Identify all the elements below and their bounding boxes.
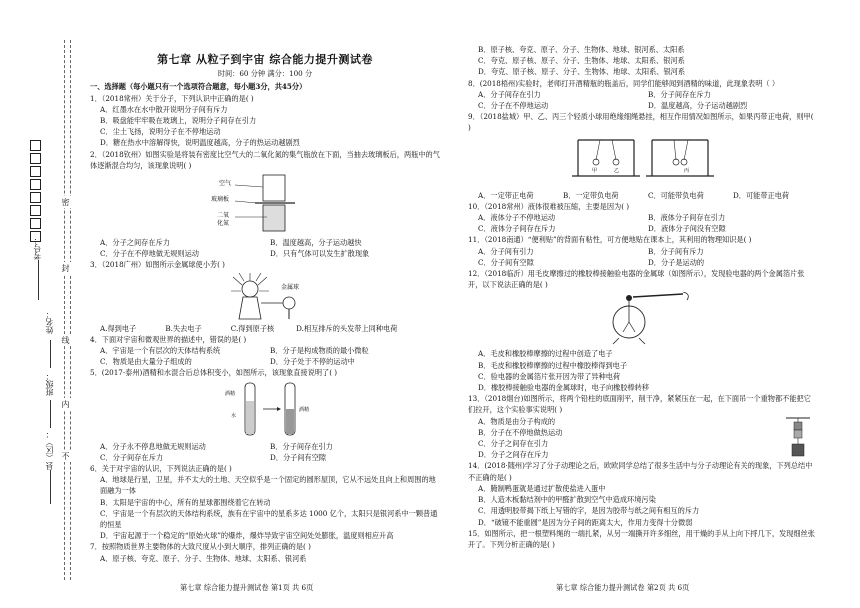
question-10: 10．（2018常州）液体很难被压缩，主要是因为( ) — [468, 201, 630, 211]
option: D．分子处于不停的运动中 — [270, 357, 355, 367]
option: D．可能带正电荷 — [733, 190, 790, 200]
option: A．分子间存在引力 — [478, 89, 541, 99]
option: A．毛皮和橡胶棒摩擦的过程中创造了电子 — [478, 349, 613, 359]
label-alcohol: 酒精 — [225, 390, 236, 397]
label-mixture: 酒精 — [299, 406, 310, 413]
option: B．吸盘能牢牢吸在玻璃上，说明分子间存在引力 — [100, 116, 257, 126]
label-jia: 甲 — [592, 167, 598, 174]
section-heading: 一、选择题（每小题只有一个选项符合题意，每小题3分，共45分） — [90, 82, 307, 92]
option: B．毛皮和橡胶棒摩擦的过程中橡胶棒得到电子 — [478, 360, 628, 370]
option: C．用透明胶带揭下纸上写错的字，是因为胶带与纸之间有相互的斥力 — [478, 506, 700, 516]
option: C．分子之间存在引力 — [478, 439, 549, 449]
label-water: 水 — [231, 412, 237, 419]
left-column — [90, 40, 440, 564]
option: D．宇宙起源于一个稳定的“原始火球”的爆炸，爆炸导致宇宙空间处处膨胀，温度则相应升高 — [100, 531, 394, 541]
question-2: 2．（2018钦州）如图实验是将装有密度比空气大的二氧化氮的集气瓶放在下面，当抽去玻璃板后，两瓶中的气体逐渐混合均匀，该现象说明( ) — [90, 149, 440, 170]
electroscope-figure — [583, 292, 703, 346]
option: C．宇宙是一个有层次的天体结构系统，族有在宇宙中的星系多达 1000 亿个，太阳只是银河系中一颗普通的恒星 — [100, 508, 438, 530]
option: A．一定带正电荷 — [478, 190, 534, 200]
option: D．液体分子间没有空隙 — [648, 224, 726, 234]
question-13: 13．（2018烟台)如图所示，将两个铅柱的底面削平，削干净，紧紧压在一起，在下面吊一个重物都不能把它们拉开，这个实验事实说明( ) — [468, 394, 811, 415]
option: D．“破镜不能重圆”是因为分子间的距离太大，作用力变得十分微弱 — [478, 517, 693, 527]
page-footer-left: 第七章 综合能力提升测试卷 第1页 共 6页 — [180, 583, 314, 592]
option: C．分子在不停地运动 — [478, 101, 549, 111]
label-glass: 玻璃板 — [211, 196, 230, 204]
label-air: 空气 — [219, 180, 232, 188]
label-no2-2: 化氮 — [217, 220, 230, 228]
exam-meta: 时间：60 分钟 满分：100 分 — [217, 69, 313, 79]
hanging-balls-figure — [568, 136, 718, 188]
right-column — [468, 44, 818, 550]
seal-line — [64, 40, 65, 580]
question-1: 1．（2018常州）关于分子，下列认识中正确的是( ) — [90, 93, 254, 103]
seal-char: 封 — [61, 264, 70, 272]
option: D．只有气体可以发生扩散现象 — [270, 249, 370, 259]
option: A．分子永不停息地做无规则运动 — [100, 441, 206, 451]
option: A．物质是由分子构成的 — [478, 416, 556, 426]
label-bing: 丙 — [684, 167, 690, 174]
option: B．人造木板黏结剂中的甲醛扩散到空气中造成环境污染 — [478, 495, 656, 505]
option: D.相互排斥的头发带上同种电荷 — [296, 323, 398, 333]
option: D．分子是运动的 — [648, 257, 705, 267]
option: C．可能带负电荷 — [648, 190, 704, 200]
page-footer-right: 第七章 综合能力提升测试卷 第2页 共 6页 — [556, 583, 690, 592]
question-9: 9．（2018盐城）甲、乙、丙三个轻质小球用绝缘细绳悬挂，相互作用情况如图所示，如果丙带正电荷，则甲( ) — [468, 112, 814, 133]
seal-char: 密 — [61, 198, 70, 206]
label-metal-ball: 金属球 — [281, 283, 300, 291]
option: A．液体分子不停地运动 — [478, 213, 556, 223]
option: B．分子间存在引力 — [270, 441, 333, 451]
seal-char: 不 — [61, 452, 70, 460]
county-label: 县（区）： — [45, 430, 54, 470]
option: B．液体分子间存在引力 — [648, 213, 726, 223]
option: B．分子在不停地做热运动 — [478, 427, 563, 437]
exam-number-boxes — [30, 140, 41, 242]
option: C．物质是由大量分子组成的 — [100, 357, 192, 367]
question-11: 11．（2018南通）“便利贴”的背面有粘性，可方便地贴在课本上，其利用的物理知识是( ) — [468, 235, 752, 245]
class-label: 班级： — [45, 372, 54, 396]
option: D．分子间有空隙 — [270, 452, 327, 462]
seal-line-2 — [70, 40, 71, 580]
lead-cylinders-figure — [778, 416, 818, 460]
seal-char: 线 — [61, 336, 70, 344]
question-14: 14．(2018·随州)学习了分子动理论之后，欧欧同学总结了很多生活中与分子动理论有关的现象，下列总结中不正确的是( ) — [468, 461, 813, 482]
option: A．红墨水在水中散开说明分子间有斥力 — [100, 104, 228, 114]
option: D．糖在热水中溶解得快，说明温度越高，分子的热运动越剧烈 — [100, 138, 300, 148]
page-title: 第七章 从粒子到宇宙 综合能力提升测试卷 — [157, 53, 373, 66]
question-12: 12．（2018临沂）用毛皮摩擦过的橡胶棒接触验电器的金属球（如图所示），发现验电器的两个金属箔片张开，以下说法正确的是( ) — [468, 269, 805, 290]
question-8: 8．(2018梧州)实验时，老师打开酒精瓶的瓶盖后，同学们能够闻到酒精的味道，此现象表明（ ） — [468, 78, 780, 88]
binding-margin — [0, 0, 80, 608]
girl-metal-ball-figure — [205, 273, 325, 321]
option: D．夸克、原子核、原子、分子、生物体、地球、太阳系、银河系 — [478, 67, 686, 77]
question-15: 15．如图所示，把一根塑料绳的一端扎紧，从另一端撕开许多细丝，用干燥的手从上向下捋几下，发现细丝张开了。下列分析正确的是( ) — [468, 528, 815, 549]
option: C.得到原子核 — [230, 323, 275, 333]
option: B．分子间存在斥力 — [648, 89, 711, 99]
option: B．一定带负电荷 — [563, 190, 619, 200]
option: C．尘土飞扬，说明分子在不停地运动 — [100, 127, 221, 137]
option: B.失去电子 — [165, 323, 202, 333]
option: B．太阳是宇宙的中心，所有的星球都围绕着它在转动 — [100, 497, 271, 507]
option: D．橡胶棒接触验电器的金属球时，电子向橡胶棒转移 — [478, 383, 650, 393]
option: D．分子之间存在斥力 — [478, 450, 549, 460]
option: C．夸克、原子核、原子、分子、生物体、地球、太阳系、银河系 — [478, 56, 685, 66]
option: B．温度越高，分子运动越快 — [270, 238, 362, 248]
label-no2-1: 二氧 — [217, 212, 230, 220]
option: C．液体分子间存在斥力 — [478, 224, 556, 234]
option: A.得到电子 — [100, 323, 137, 333]
option: C．分子间有空隙 — [478, 257, 534, 267]
option: C．分子间存在斥力 — [100, 452, 164, 462]
label-yi: 乙 — [614, 167, 620, 174]
name-label: 姓名： — [45, 310, 54, 334]
exam-number-label: 考号： — [33, 236, 42, 260]
option: D．温度越高，分子运动越剧烈 — [648, 101, 748, 111]
option: A．分子间有引力 — [478, 246, 534, 256]
question-4: 4．下面对宇宙和微观世界的描述中，错误的是( ) — [90, 334, 247, 344]
option: B．分子是构成物质的最小微粒 — [270, 346, 369, 356]
option: B．分子间有斥力 — [648, 246, 704, 256]
question-5: 5．(2017·泰州)酒精和水混合后总体积变小，如图所示，该现象直接说明了( ) — [90, 368, 338, 378]
option: A．宇宙是一个有层次的天体结构系统 — [100, 346, 221, 356]
seal-char: 内 — [61, 400, 70, 408]
option: B．原子核、夸克、原子、分子、生物体、地球、银河系、太阳系 — [478, 45, 685, 54]
option: A．地球是行星，卫星，并不太大的土地、天空似乎是一个固定的圆形屋顶，它从不远处且向上和周围的地面融为一体 — [100, 475, 436, 496]
option: C．验电器的金属箔片张开因为带了异种电荷 — [478, 371, 621, 381]
question-7: 7．按照物质世界主要物体的大致尺度从小到大顺序，排列正确的是( ) — [90, 542, 311, 552]
option: A．原子核、夸克、原子、分子、生物体、地球、太阳系、银河系 — [100, 553, 307, 563]
question-6: 6．关于对宇宙的认识，下列说法正确的是( ) — [90, 464, 232, 474]
gas-jar-figure — [205, 173, 325, 235]
question-3: 3．（2018广州）如图所示金属球使小芳( ) — [90, 260, 225, 270]
option: C．分子在不停地做无规则运动 — [100, 249, 199, 259]
tube-mixing-figure — [205, 381, 325, 439]
option: A．分子之间存在斥力 — [100, 238, 170, 248]
option: A．腌制鸭蛋就是通过扩散使盐进入蛋中 — [478, 483, 606, 493]
